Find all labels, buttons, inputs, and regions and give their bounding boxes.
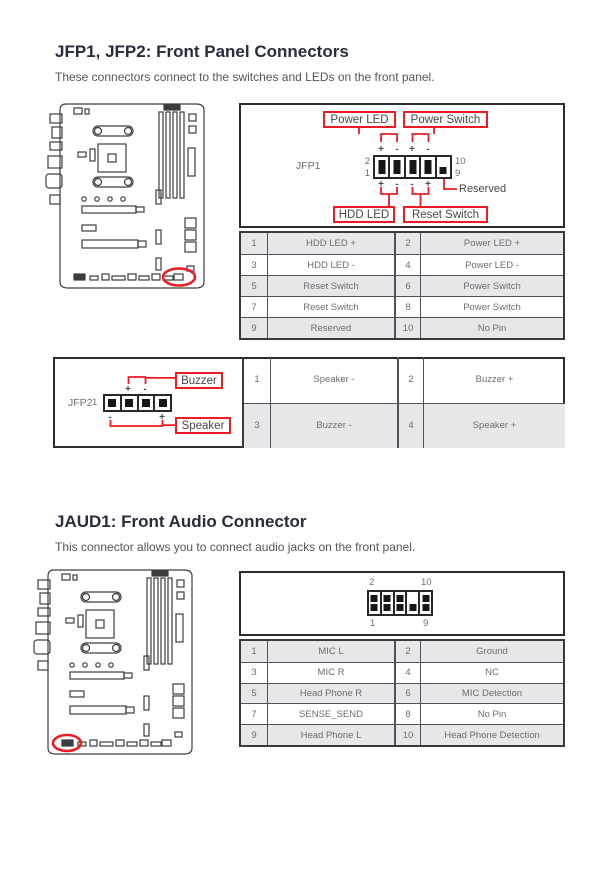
pin-square: [394, 160, 401, 167]
jfp2-pin-table: [242, 357, 565, 448]
jfp2-connector-diagram: [103, 394, 172, 412]
pin-number-cell: 7: [241, 296, 267, 317]
pin-square: [409, 604, 416, 611]
callout-reset-switch: Reset Switch: [403, 206, 488, 223]
jfp1-polarity-top-2: -: [395, 144, 399, 155]
jfp1-pin9-number: 9: [455, 168, 461, 179]
pin-number-cell: 1: [241, 233, 267, 254]
pin-square: [371, 604, 378, 611]
pin-number-cell: 3: [244, 403, 270, 449]
pin-square: [440, 167, 447, 174]
pin-square: [159, 399, 167, 407]
pin-square: [396, 595, 403, 602]
pin-number-cell: 6: [394, 683, 420, 704]
jaud1-pin2-number: 2: [369, 577, 375, 588]
pin-function-cell: Power Switch: [420, 296, 563, 317]
pin-function-cell: HDD LED -: [267, 254, 394, 275]
jfp2-polarity-top-2: -: [143, 384, 147, 395]
pin-number-cell: 3: [241, 662, 267, 683]
section-title-jfp: JFP1, JFP2: Front Panel Connectors: [55, 42, 349, 61]
motherboard-diagram-jaud1: [26, 566, 211, 761]
pin-square: [108, 399, 116, 407]
section-title-jaud: JAUD1: Front Audio Connector: [55, 512, 307, 531]
callout-buzzer: Buzzer: [175, 372, 223, 389]
jfp2-pin-column: [153, 396, 170, 410]
jfp1-pin-column: [404, 157, 419, 177]
jaud1-pin-column: [369, 592, 380, 614]
jfp2-pin-column: [105, 396, 120, 410]
pin-number-cell: 8: [394, 703, 420, 724]
pin-square: [394, 167, 401, 174]
pin-number-cell: 5: [241, 683, 267, 704]
pin-function-cell: Head Phone Detection: [420, 724, 563, 745]
pin-square: [422, 604, 429, 611]
pin-number-cell: 6: [394, 275, 420, 296]
pin-number-cell: 7: [241, 703, 267, 724]
jfp1-pin-column: [375, 157, 388, 177]
pin-square: [384, 604, 391, 611]
jaud1-pin-table: [239, 639, 565, 747]
jfp1-polarity-bottom-2: -: [395, 179, 399, 190]
pin-number-cell: 10: [394, 317, 420, 338]
jfp2-polarity-bottom-2: +: [159, 412, 165, 423]
pin-function-cell: Power LED -: [420, 254, 563, 275]
pin-square: [424, 160, 431, 167]
jfp1-polarity-top-1: +: [378, 144, 384, 155]
pin-function-cell: Reset Switch: [267, 296, 394, 317]
jfp1-pin2-number: 2: [364, 156, 370, 167]
pin-function-cell: MIC R: [267, 662, 394, 683]
pin-function-cell: Speaker +: [423, 403, 565, 449]
jaud1-pin1-number: 1: [370, 618, 376, 629]
jaud1-pin-column: [393, 592, 406, 614]
pin-number-cell: 2: [394, 233, 420, 254]
pin-function-cell: NC: [420, 662, 563, 683]
pin-function-cell: HDD LED +: [267, 233, 394, 254]
pin-function-cell: MIC L: [267, 641, 394, 662]
pin-number-cell: 4: [394, 254, 420, 275]
pin-square: [384, 595, 391, 602]
jaud1-pin10-number: 10: [421, 577, 432, 588]
pin-function-cell: Buzzer -: [270, 403, 397, 449]
jfp2-pin1-number: 1: [92, 397, 98, 408]
pin-function-cell: Buzzer +: [423, 357, 565, 403]
pin-number-cell: 9: [241, 724, 267, 745]
callout-power-led: Power LED: [323, 111, 396, 128]
jfp2-pin-column: [120, 396, 137, 410]
pin-function-cell: SENSE_SEND: [267, 703, 394, 724]
pin-number-cell: 1: [241, 641, 267, 662]
pin-square: [371, 595, 378, 602]
pin-square: [125, 399, 133, 407]
jaud1-connector-diagram: [367, 590, 433, 616]
pin-number-cell: 2: [397, 357, 423, 403]
pin-function-cell: No Pin: [420, 703, 563, 724]
jfp1-polarity-bottom-3: -: [410, 179, 414, 190]
jfp1-pin-table: [239, 231, 565, 340]
pin-square: [422, 595, 429, 602]
pin-number-cell: 5: [241, 275, 267, 296]
pin-function-cell: MIC Detection: [420, 683, 563, 704]
jfp1-pin10-number: 10: [455, 156, 466, 167]
callout-power-switch: Power Switch: [403, 111, 488, 128]
jfp2-polarity-top-1: +: [125, 384, 131, 395]
pin-number-cell: 1: [254, 374, 260, 386]
jfp1-polarity-top-4: -: [426, 144, 430, 155]
jfp1-connector-diagram: [373, 155, 452, 179]
pin-number-cell: 10: [394, 724, 420, 745]
pin-function-cell: Head Phone R: [267, 683, 394, 704]
jfp1-polarity-top-3: +: [409, 144, 415, 155]
callout-speaker: Speaker: [175, 417, 231, 434]
pin-square: [142, 399, 150, 407]
jfp1-pin-column-nopin: [435, 157, 450, 177]
pin-number-cell: 3: [241, 254, 267, 275]
jfp1-label: JFP1: [296, 160, 321, 172]
pin-function-cell: Power Switch: [420, 275, 563, 296]
pin-function-cell: Power LED +: [420, 233, 563, 254]
jfp1-pin1-number: 1: [364, 168, 370, 179]
pin-function-cell: No Pin: [420, 317, 563, 338]
callout-hdd-led: HDD LED: [333, 206, 395, 223]
pin-function-cell: Head Phone L: [267, 724, 394, 745]
pin-square: [424, 167, 431, 174]
jfp1-polarity-bottom-4: +: [425, 179, 431, 190]
jaud1-pin9-number: 9: [423, 618, 429, 629]
pin-square: [396, 604, 403, 611]
jfp2-polarity-bottom-1: -: [108, 412, 112, 423]
jaud1-pin-column: [380, 592, 393, 614]
jaud1-pin-column: [418, 592, 431, 614]
jfp2-label: JFP2: [68, 397, 93, 409]
pin-square: [378, 160, 385, 167]
pin-number-cell: 9: [241, 317, 267, 338]
jfp1-location-highlight: [163, 269, 195, 286]
section-description-jfp: These connectors connect to the switches and LEDs on the front panel.: [55, 70, 435, 84]
motherboard-diagram-jfp1: [38, 100, 223, 295]
pin-function-cell: Reserved: [267, 317, 394, 338]
pin-square: [409, 160, 416, 167]
pin-square: [378, 167, 385, 174]
pin-square: [409, 167, 416, 174]
pin-function-cell: Ground: [420, 641, 563, 662]
jfp2-pin-column: [137, 396, 154, 410]
jfp1-polarity-bottom-1: +: [378, 179, 384, 190]
pin-function-cell: Reset Switch: [267, 275, 394, 296]
label-reserved: Reserved: [459, 183, 507, 195]
pin-number-cell: 8: [394, 296, 420, 317]
pin-function-cell: Speaker -: [270, 357, 397, 403]
jfp1-pin-column: [388, 157, 403, 177]
jaud1-pin-column-nopin: [405, 592, 418, 614]
pin-number-cell: 2: [394, 641, 420, 662]
jfp1-pin-column: [419, 157, 434, 177]
section-description-jaud: This connector allows you to connect audio jacks on the front panel.: [55, 540, 416, 554]
pin-number-cell: 4: [397, 403, 423, 449]
pin-number-cell: 4: [394, 662, 420, 683]
